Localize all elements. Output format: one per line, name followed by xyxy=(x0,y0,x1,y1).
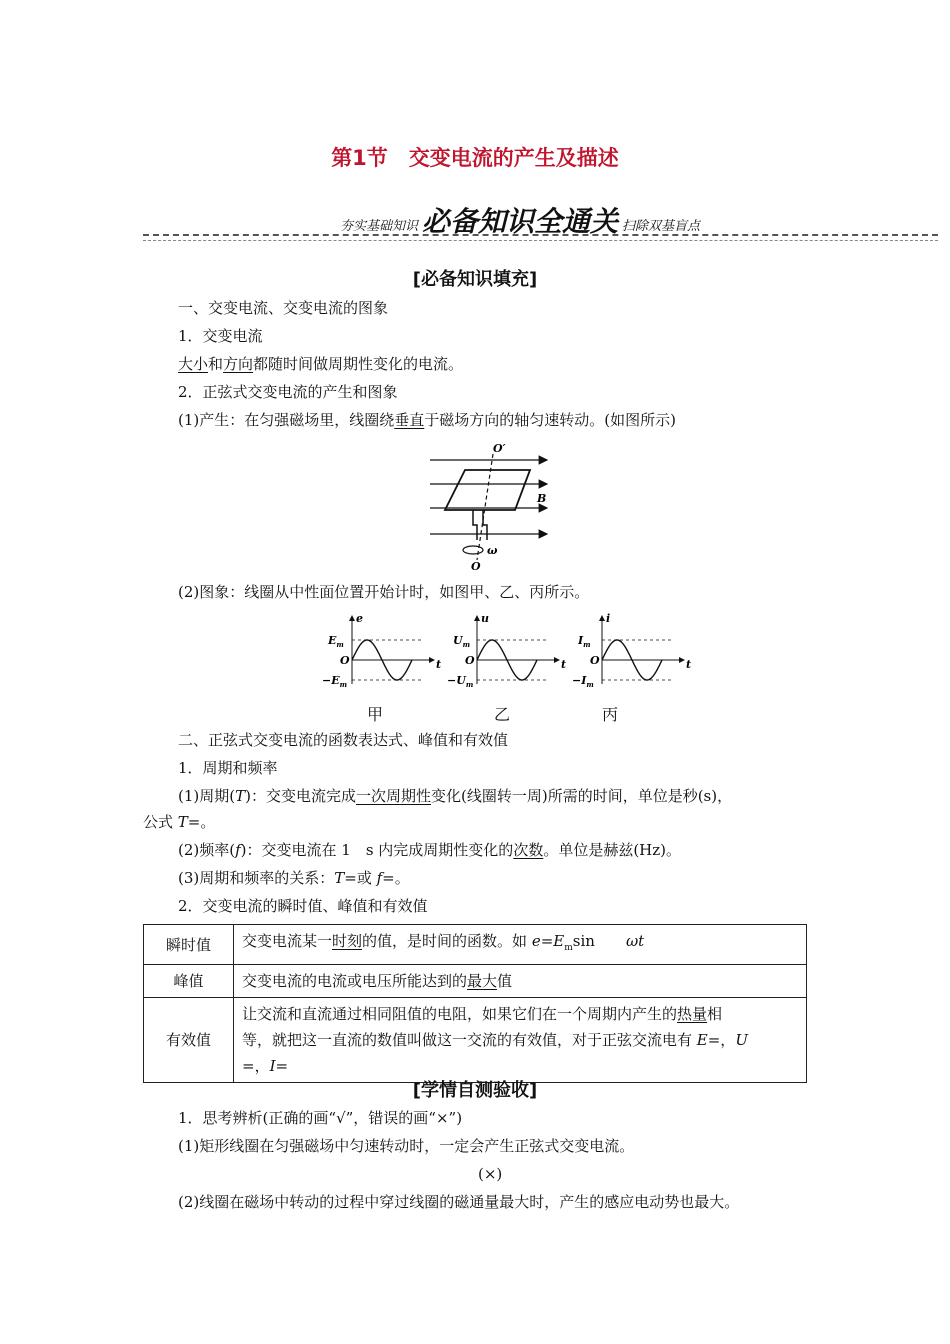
text: (1)周期( xyxy=(178,787,236,805)
row-header-effective: 有效值 xyxy=(144,998,234,1083)
trough-label: $-E_m$ xyxy=(322,674,348,689)
text: =， xyxy=(707,1031,736,1049)
origin-label: O xyxy=(340,654,350,667)
caption-jia: 甲 xyxy=(367,705,384,724)
text: =或 xyxy=(344,869,377,887)
t-label: t xyxy=(436,658,442,671)
symbol: T xyxy=(235,787,246,805)
generation-text xyxy=(178,410,676,430)
heading-1-2: 2．正弦式交变电流的产生和图象 xyxy=(178,383,398,401)
row-header-peak: 峰值 xyxy=(144,965,234,998)
peak-label: $E_m$ xyxy=(328,634,344,649)
question-1-1: (1)矩形线圈在匀强磁场中匀速转动时，一定会产生正弦式交变电流。 xyxy=(178,1137,635,1155)
coil-field-figure xyxy=(425,440,560,575)
peak-label: $I_m$ xyxy=(578,634,591,649)
t-label: t xyxy=(561,658,567,671)
subscript: m xyxy=(339,680,348,689)
symbol: U xyxy=(735,1031,748,1049)
question-1-2: (2)线圈在磁场中转动的过程中穿过线圈的磁通量最大时，产生的感应电动势也最大。 xyxy=(178,1193,740,1211)
text: 交变电流某一 xyxy=(242,932,333,950)
blank-perpendicular: 垂直 xyxy=(394,411,425,429)
text: 交变电流的电流或电压所能达到的 xyxy=(242,972,468,990)
text: 变化(线圈转一周)所需的时间，单位是秒(s)， xyxy=(431,787,733,805)
axis-label: e xyxy=(356,612,363,625)
text: =， xyxy=(242,1057,270,1075)
row-peak-content xyxy=(234,965,807,998)
text: =。 xyxy=(187,813,216,831)
text: 等，就把这一直流的数值叫做这一交流的有效值，对于正弦交流电有 xyxy=(242,1031,697,1049)
label-b: B xyxy=(537,492,547,505)
origin-label: O xyxy=(465,654,475,667)
graph-e xyxy=(322,612,441,689)
text: (3)周期和频率的关系： xyxy=(178,869,335,887)
blank-heat: 热量 xyxy=(677,1005,708,1023)
text: (2)频率( xyxy=(178,841,236,859)
graph-u xyxy=(447,612,566,689)
heading-1-1: 1．交变电流 xyxy=(178,327,263,345)
graph-i xyxy=(572,612,691,689)
caption-yi: 乙 xyxy=(494,705,511,724)
relation-text xyxy=(178,868,410,888)
rotation-arrow xyxy=(463,546,483,554)
peak-label: $U_m$ xyxy=(453,634,471,649)
section-heading-knowledge: [必备知识填充] xyxy=(412,269,538,290)
period-text xyxy=(178,786,732,806)
banner-right: 扫除双基盲点 xyxy=(622,219,701,234)
blank-count: 次数 xyxy=(513,841,544,859)
banner-left: 夯实基础知识 xyxy=(340,219,419,234)
text: )：交变电流完成 xyxy=(245,787,356,805)
text: 让交流和直流通过相同阻值的电阻，如果它们在一个周期内产生的 xyxy=(242,1005,678,1023)
symbol: f xyxy=(235,841,241,859)
coil-lead xyxy=(473,510,477,540)
text: = xyxy=(540,932,554,950)
row-header-instant: 瞬时值 xyxy=(144,925,234,965)
answer-1-1: (×) xyxy=(478,1165,503,1183)
banner-main: 必备知识全通关 xyxy=(422,205,619,238)
text: 相 xyxy=(707,1005,723,1023)
section-heading-selftest: [学情自测验收] xyxy=(412,1080,538,1101)
label-o-top: O′ xyxy=(493,442,506,455)
blank-max: 最大 xyxy=(467,972,498,990)
subscript: m xyxy=(336,640,344,649)
subscript: m xyxy=(586,680,594,689)
caption-bing: 丙 xyxy=(602,705,619,724)
frequency-text xyxy=(178,840,681,860)
text: 和 xyxy=(208,355,224,373)
text: 公式 xyxy=(143,813,178,831)
symbol: f xyxy=(376,869,383,887)
label-omega: ω xyxy=(487,544,498,557)
graph-text: (2)图象：线圈从中性面位置开始计时，如图甲、乙、丙所示。 xyxy=(178,583,590,601)
text: sin xyxy=(572,932,610,950)
subscript: m xyxy=(583,640,591,649)
trough-label: $-U_m$ xyxy=(447,674,474,689)
symbol: E xyxy=(696,1031,708,1049)
table-row xyxy=(144,965,807,998)
table-row xyxy=(144,998,807,1083)
text: 。单位是赫兹(Hz)。 xyxy=(543,841,682,859)
blank-magnitude: 大小 xyxy=(178,355,209,373)
text: (1)产生：在匀强磁场里，线圈绕 xyxy=(178,411,395,429)
text: =。 xyxy=(382,869,410,887)
text: 的值，是时间的函数。如 xyxy=(362,932,532,950)
banner-divider xyxy=(143,234,938,236)
subscript: m xyxy=(465,680,474,689)
axis-label: i xyxy=(606,612,611,625)
sine-graphs xyxy=(315,612,692,692)
origin-label: O xyxy=(590,654,600,667)
symbol: I xyxy=(269,1057,276,1075)
blank-direction: 方向 xyxy=(223,355,254,373)
line xyxy=(242,1001,798,1027)
symbol: T xyxy=(334,869,345,887)
table-row xyxy=(144,925,807,965)
row-effective-content xyxy=(234,998,807,1083)
heading-1: 一、交变电流、交变电流的图象 xyxy=(178,299,389,317)
text: = xyxy=(275,1057,289,1075)
subscript: m xyxy=(564,943,573,953)
question-1: 1．思考辨析(正确的画“√”，错误的画“×”) xyxy=(178,1109,463,1127)
symbol: T xyxy=(177,813,188,831)
symbol: ωt xyxy=(625,932,645,950)
heading-2-1: 1．周期和频率 xyxy=(178,759,278,777)
symbol: E xyxy=(553,932,565,950)
symbol: e xyxy=(531,932,541,950)
text: 于磁场方向的轴匀速转动。(如图所示) xyxy=(424,411,676,429)
blank-one-cycle: 一次周期性 xyxy=(355,787,431,805)
line xyxy=(242,1027,798,1053)
text: 都随时间做周期性变化的电流。 xyxy=(253,355,464,373)
heading-2-2: 2．交变电流的瞬时值、峰值和有效值 xyxy=(178,897,428,915)
period-formula xyxy=(143,812,215,832)
row-instant-content xyxy=(234,925,807,965)
blank-moment: 时刻 xyxy=(332,932,363,950)
banner-divider-thin xyxy=(143,240,938,241)
values-table xyxy=(143,924,807,1083)
t-label: t xyxy=(686,658,692,671)
axis-label: u xyxy=(481,612,489,625)
page-title: 第1节 交变电流的产生及描述 xyxy=(331,146,619,170)
text: 值 xyxy=(497,972,513,990)
coil-lead xyxy=(483,510,487,540)
text: )：交变电流在 1 s 内完成周期性变化的 xyxy=(240,841,514,859)
heading-2: 二、正弦式交变电流的函数表达式、峰值和有效值 xyxy=(178,731,509,749)
definition-ac xyxy=(178,354,463,374)
trough-label: $-I_m$ xyxy=(572,674,594,689)
subscript: m xyxy=(462,640,471,649)
label-o-bottom: O xyxy=(471,560,481,573)
